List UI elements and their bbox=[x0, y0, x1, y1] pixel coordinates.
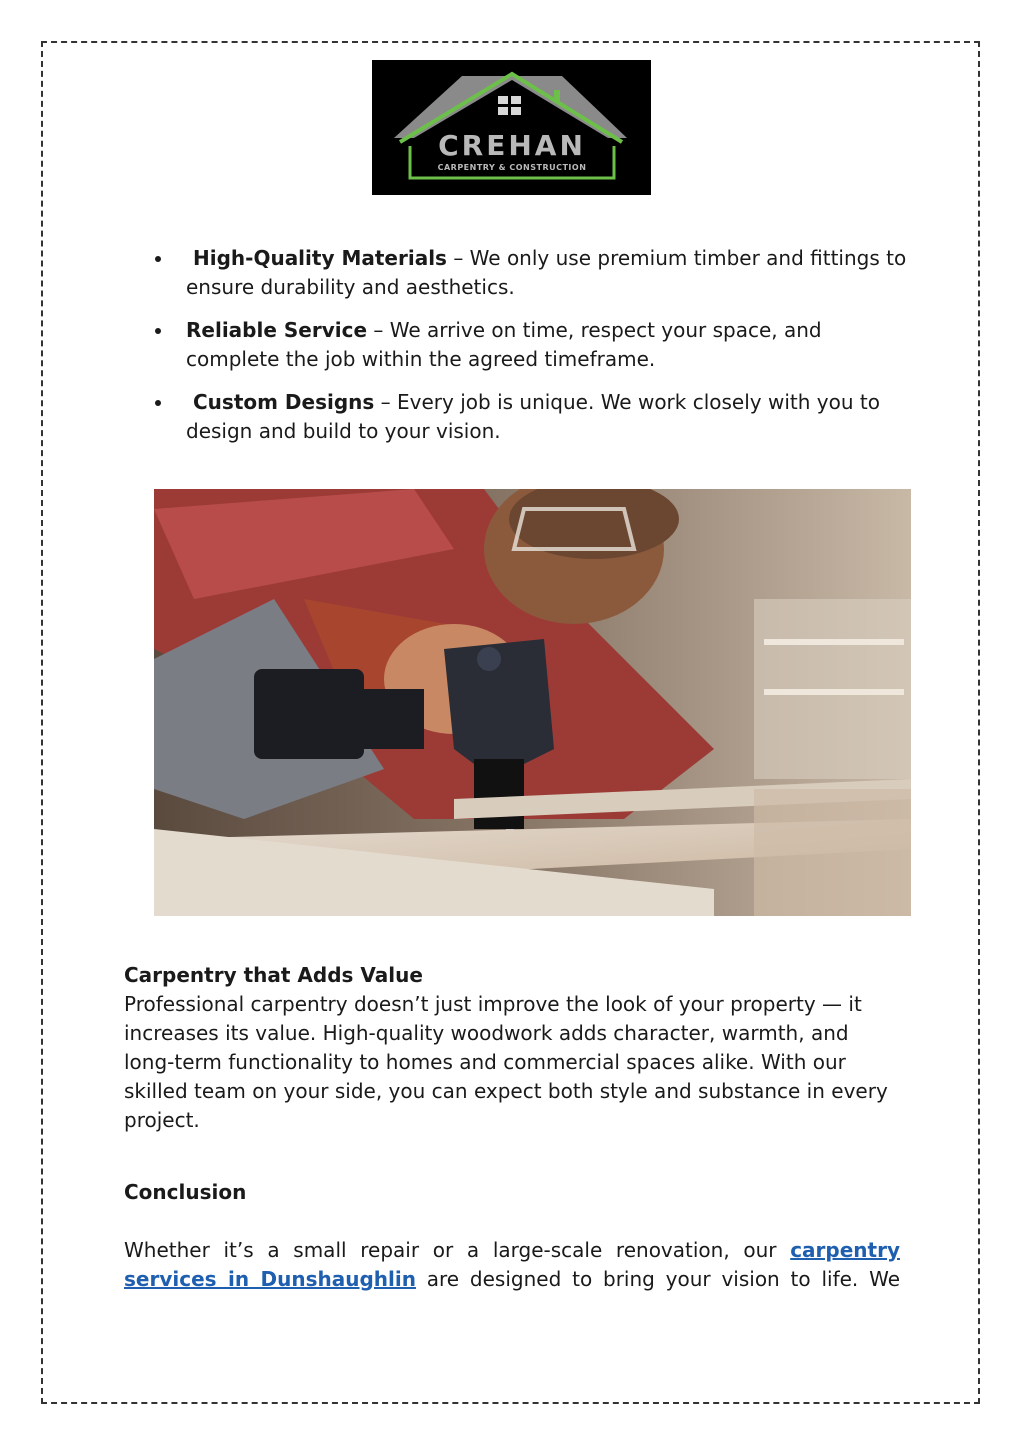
feature-title: High-Quality Materials bbox=[193, 246, 447, 270]
logo-tagline: CARPENTRY & CONSTRUCTION bbox=[437, 163, 587, 172]
conclusion-text-after: are designed to bring your vision to life. We bbox=[415, 1267, 900, 1291]
bullet-icon bbox=[155, 256, 161, 262]
conclusion-heading: Conclusion bbox=[124, 1180, 247, 1204]
list-item bbox=[150, 388, 910, 446]
feature-text: – We arrive on time, respect your space, and complete the job within the agreed timeframe. bbox=[186, 318, 822, 371]
section-heading: Carpentry that Adds Value bbox=[124, 963, 423, 987]
list-item bbox=[150, 316, 910, 374]
conclusion-body bbox=[124, 1236, 900, 1294]
feature-title: Reliable Service bbox=[186, 318, 368, 342]
value-section bbox=[124, 961, 900, 1135]
conclusion-text-before: Whether it’s a small repair or a large-scale renovation, our bbox=[124, 1238, 791, 1262]
features-list bbox=[150, 244, 910, 460]
company-logo bbox=[372, 60, 651, 195]
feature-text: – We only use premium timber and fittings to ensure durability and aesthetics. bbox=[186, 246, 907, 299]
window-icon bbox=[498, 96, 508, 104]
logo-brand-name: CREHAN bbox=[438, 129, 586, 162]
conclusion-section bbox=[124, 1178, 900, 1207]
bullet-icon bbox=[155, 400, 161, 406]
list-item bbox=[150, 244, 910, 302]
conclusion-paragraph bbox=[124, 1236, 900, 1294]
feature-text: – Every job is unique. We work closely with you to design and build to your vision. bbox=[186, 390, 880, 443]
logo-graphic bbox=[372, 60, 651, 195]
bullet-icon bbox=[155, 328, 161, 334]
feature-title: Custom Designs bbox=[193, 390, 375, 414]
section-body: Professional carpentry doesn’t just improve the look of your property — it increases its value. High-quality woodwork adds character, warmth, and long-term functionality to homes and commercial spaces alike. With our skilled team on your side, you can expect both style and substance in every project. bbox=[124, 992, 888, 1132]
carpenter-drilling-photo bbox=[154, 489, 911, 916]
carpentry-services-link[interactable]: carpentry services in Dunshaughlin bbox=[124, 1238, 900, 1291]
